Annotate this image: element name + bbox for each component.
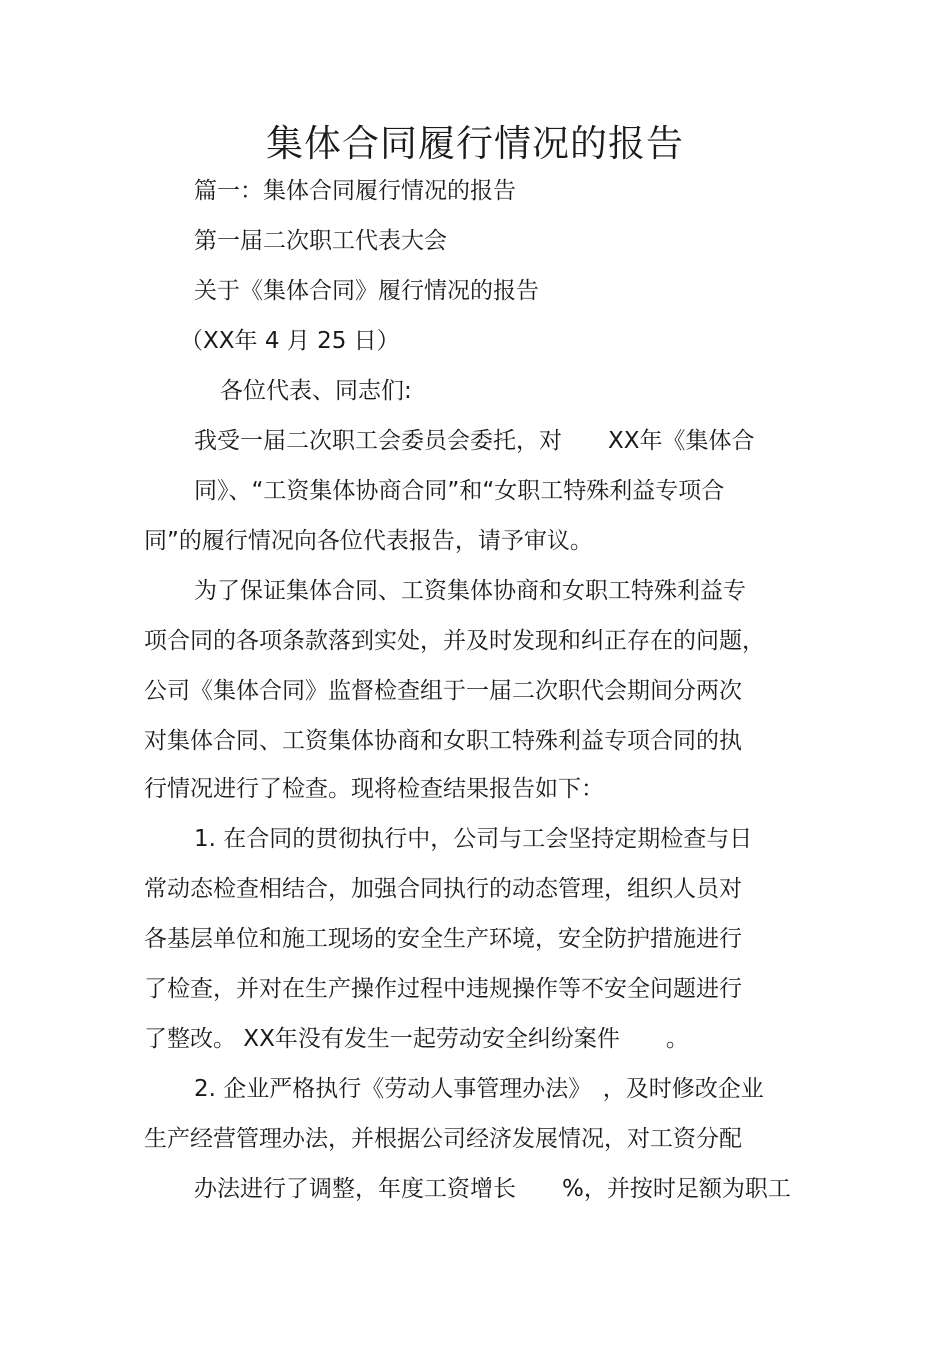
text-line: 公司《集体合同》监督检查组于一届二次职代会期间分两次 bbox=[144, 678, 742, 704]
text-line: 常动态检查相结合，加强合同执行的动态管理，组织人员对 bbox=[144, 876, 742, 902]
text-line: 为了保证集体合同、工资集体协商和女职工特殊利益专 bbox=[194, 578, 746, 604]
text-line: 关于《集体合同》履行情况的报告 bbox=[194, 278, 539, 304]
text-line: 办法进行了调整，年度工资增长 %，并按时足额为职工 bbox=[194, 1176, 791, 1202]
text-line: 生产经营管理办法，并根据公司经济发展情况，对工资分配 bbox=[144, 1126, 742, 1152]
text-line: （XX年 4 月 25 日） bbox=[180, 328, 400, 354]
text-line: 同》、“工资集体协商合同”和“女职工特殊利益专项合 bbox=[194, 478, 725, 504]
document-title: 集体合同履行情况的报告 bbox=[266, 122, 684, 165]
text-line: 1. 在合同的贯彻执行中，公司与工会坚持定期检查与日 bbox=[194, 826, 753, 852]
text-line: 2. 企业严格执行《劳动人事管理办法》 ，及时修改企业 bbox=[194, 1076, 764, 1102]
text-line: 了检查，并对在生产操作过程中违规操作等不安全问题进行 bbox=[144, 976, 742, 1002]
text-line: 项合同的各项条款落到实处，并及时发现和纠正存在的问题， bbox=[144, 628, 765, 654]
text-line: 第一届二次职工代表大会 bbox=[194, 228, 447, 254]
text-line: 我受一届二次职工会委员会委托，对 XX年《集体合 bbox=[194, 428, 755, 454]
text-line: 各基层单位和施工现场的安全生产环境，安全防护措施进行 bbox=[144, 926, 742, 952]
text-line: 了整改。 XX年没有发生一起劳动安全纠纷案件 。 bbox=[144, 1026, 689, 1052]
text-line: 各位代表、同志们: bbox=[220, 378, 412, 404]
text-line: 行情况进行了检查。现将检查结果报告如下： bbox=[144, 776, 604, 802]
text-line: 同”的履行情况向各位代表报告，请予审议。 bbox=[144, 528, 593, 554]
text-line: 篇一：集体合同履行情况的报告 bbox=[194, 178, 516, 204]
text-line: 对集体合同、工资集体协商和女职工特殊利益专项合同的执 bbox=[144, 728, 742, 754]
